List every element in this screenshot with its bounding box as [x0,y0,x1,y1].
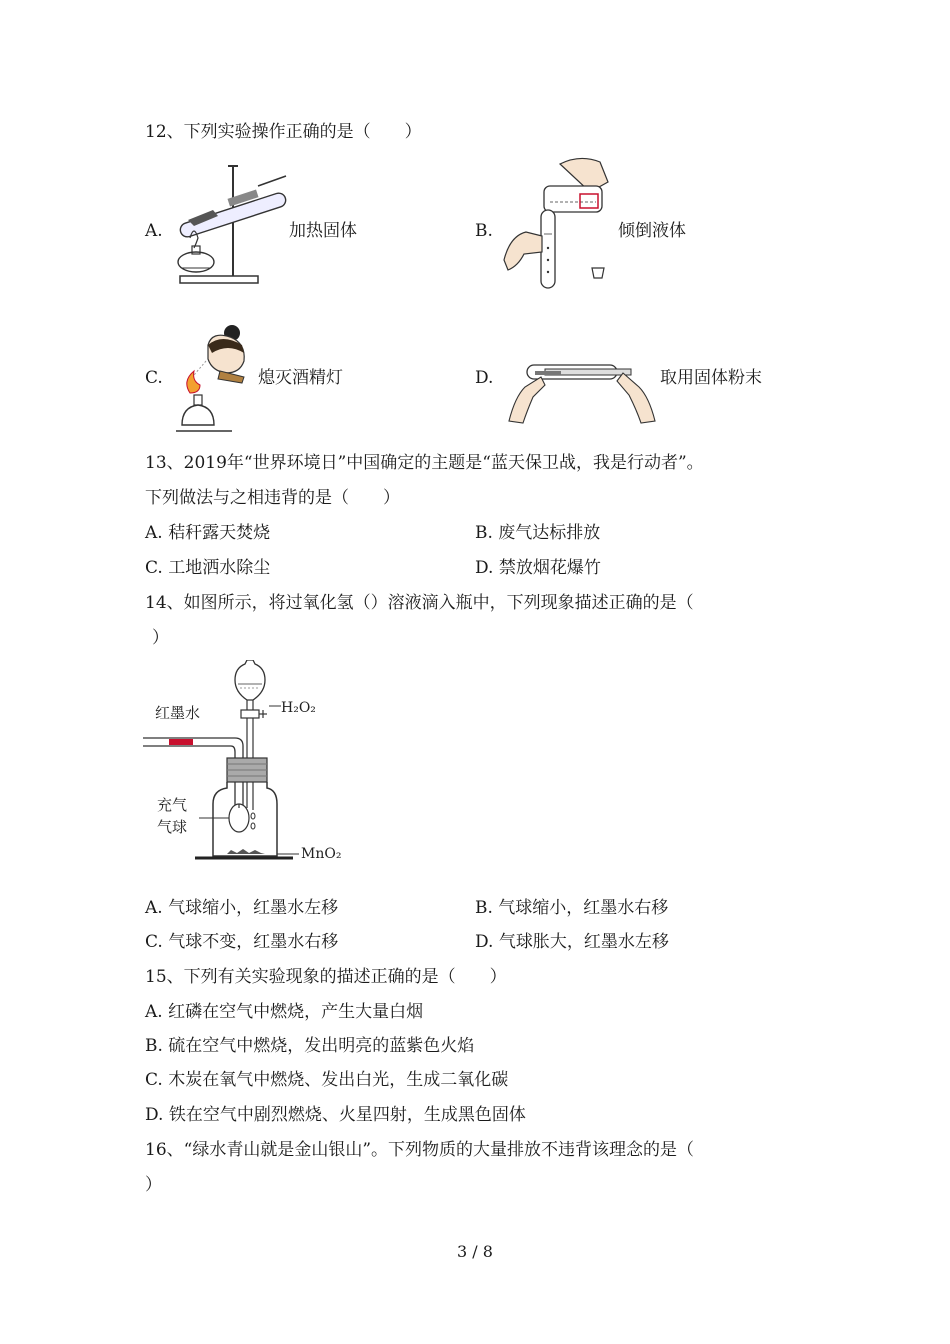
q12-option-d-caption: 取用固体粉末 [660,368,762,388]
q15-stem: 15、下列有关实验现象的描述正确的是（ ） [145,967,507,987]
label-mno2: MnO₂ [301,846,342,862]
q12-figure-a-heating-solid [168,158,293,288]
q12-figure-b-pouring-liquid [500,152,615,294]
q12-option-d-letter: D. [475,368,494,388]
q15-option-b: B. 硫在空气中燃烧，发出明亮的蓝紫色火焰 [145,1036,475,1056]
q14-option-d: D. 气球胀大，红墨水左移 [475,932,669,952]
q12-option-a-caption: 加热固体 [289,221,357,241]
red-ink-bead [169,739,193,745]
q12-figure-c-extinguish-lamp [172,315,257,437]
q13-stem-line-1: 13、2019年“世界环境日”中国确定的主题是“蓝天保卫战，我是行动者”。 [145,453,704,473]
q15-option-a: A. 红磷在空气中燃烧，产生大量白烟 [145,1002,424,1022]
q12-figure-d-solid-powder [505,357,660,427]
q15-option-d: D. 铁在空气中剧烈燃烧、火星四射，生成黑色固体 [145,1105,526,1125]
q12-option-c-letter: C. [145,368,163,388]
q16-stem-line-1: 16、“绿水青山就是金山银山”。下列物质的大量排放不违背该理念的是（ [145,1140,695,1160]
label-balloon-line-1: 充气 [157,796,188,814]
q13-option-c: C. 工地洒水除尘 [145,558,271,578]
q14-option-c: C. 气球不变，红墨水右移 [145,932,339,952]
q14-stem-line-1: 14、如图所示，将过氧化氢（）溶液滴入瓶中，下列现象描述正确的是（ [145,593,694,613]
q12-option-b-letter: B. [475,221,493,241]
q14-apparatus-figure [143,660,358,870]
q16-stem-line-2: ） [145,1175,162,1195]
q12-stem: 12、下列实验操作正确的是（ ） [145,122,422,142]
q12-option-b-caption: 倾倒液体 [618,221,686,241]
label-h2o2: H₂O₂ [281,700,316,716]
q12-option-c-caption: 熄灭酒精灯 [258,368,343,388]
q14-stem-line-2: ） [152,628,169,648]
q13-stem-line-2: 下列做法与之相违背的是（ ） [145,488,400,508]
q13-option-a: A. 秸秆露天焚烧 [145,523,271,543]
page-number: 3 / 8 [457,1242,493,1261]
q13-option-d: D. 禁放烟花爆竹 [475,558,601,578]
q12-option-a-letter: A. [145,221,163,241]
q14-option-a: A. 气球缩小，红墨水左移 [145,898,339,918]
label-balloon-line-2: 气球 [157,818,188,836]
q14-option-b: B. 气球缩小，红墨水右移 [475,898,669,918]
q13-option-b: B. 废气达标排放 [475,523,601,543]
q15-option-c: C. 木炭在氧气中燃烧、发出白光，生成二氧化碳 [145,1070,509,1090]
label-red-ink: 红墨水 [155,704,201,722]
